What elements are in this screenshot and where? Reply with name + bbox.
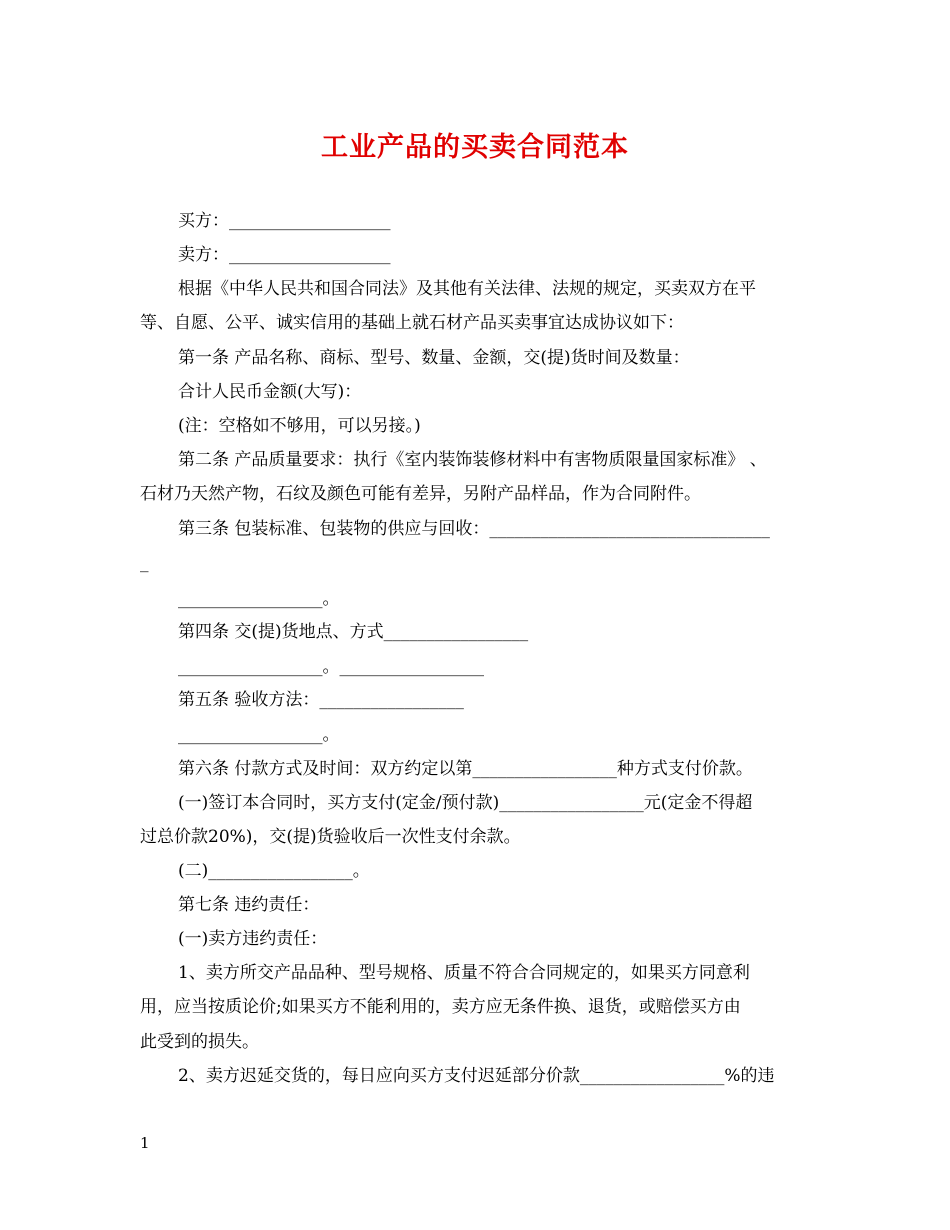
article-1-heading: 第一条 产品名称、商标、型号、数量、金额，交(提)货时间及数量： bbox=[178, 348, 690, 368]
note-line: (注：空格如不够用，可以另接。) bbox=[178, 416, 421, 436]
article-2-line-1: 第二条 产品质量要求：执行《室内装饰装修材料中有害物质限量国家标准》 、 bbox=[178, 450, 767, 470]
preamble-line-2: 等、自愿、公平、诚实信用的基础上就石材产品买卖事宜达成协议如下： bbox=[140, 313, 684, 333]
article-6-item-2: (二)_________________。 bbox=[178, 861, 370, 881]
seller-liability-1-line-1: 1、卖方所交产品品种、型号规格、质量不符合合同规定的，如果买方同意利 bbox=[178, 963, 750, 983]
article-5-line-1: 第五条 验收方法：_________________ bbox=[178, 690, 464, 710]
article-2-line-2: 石材乃天然产物，石纹及颜色可能有差异，另附产品样品，作为合同附件。 bbox=[140, 484, 701, 504]
seller-line: 卖方：___________________ bbox=[178, 245, 391, 265]
seller-liability-2-line-1: 2、卖方迟延交货的，每日应向买方支付迟延部分价款_________________%的违 bbox=[178, 1066, 775, 1086]
page-number: 1 bbox=[140, 1134, 150, 1152]
article-6-item-1-line-1: (一)签订本合同时，买方支付(定金/预付款)_________________元(定金不得超 bbox=[178, 793, 753, 813]
preamble-line-1: 根据《中华人民共和国合同法》及其他有关法律、法规的规定，买卖双方在平 bbox=[178, 279, 756, 299]
article-4-line-2: _________________。_________________ bbox=[178, 657, 484, 677]
article-6-item-1-line-2: 过总价款20%)，交(提)货验收后一次性支付余款。 bbox=[140, 827, 521, 847]
article-6-heading: 第六条 付款方式及时间：双方约定以第_________________种方式支付价款。 bbox=[178, 759, 753, 779]
seller-liability-1-line-2: 用，应当按质论价;如果买方不能利用的，卖方应无条件换、退货，或赔偿买方由 bbox=[140, 997, 741, 1017]
document-title: 工业产品的买卖合同范本 bbox=[321, 132, 629, 163]
seller-liability-heading: (一)卖方违约责任： bbox=[178, 929, 328, 949]
article-4-line-1: 第四条 交(提)货地点、方式_________________ bbox=[178, 622, 529, 642]
article-7-heading: 第七条 违约责任： bbox=[178, 895, 320, 915]
article-3-line-2: _ bbox=[140, 553, 149, 573]
total-amount-line: 合计人民币金额(大写)： bbox=[178, 382, 362, 402]
seller-liability-1-line-3: 此受到的损失。 bbox=[140, 1032, 259, 1052]
article-5-line-2: _________________。 bbox=[178, 725, 340, 745]
article-3-line-1: 第三条 包装标准、包装物的供应与回收：_________________________________ bbox=[178, 519, 770, 539]
buyer-line: 买方：___________________ bbox=[178, 211, 391, 231]
article-3-line-3: _________________。 bbox=[178, 589, 340, 609]
